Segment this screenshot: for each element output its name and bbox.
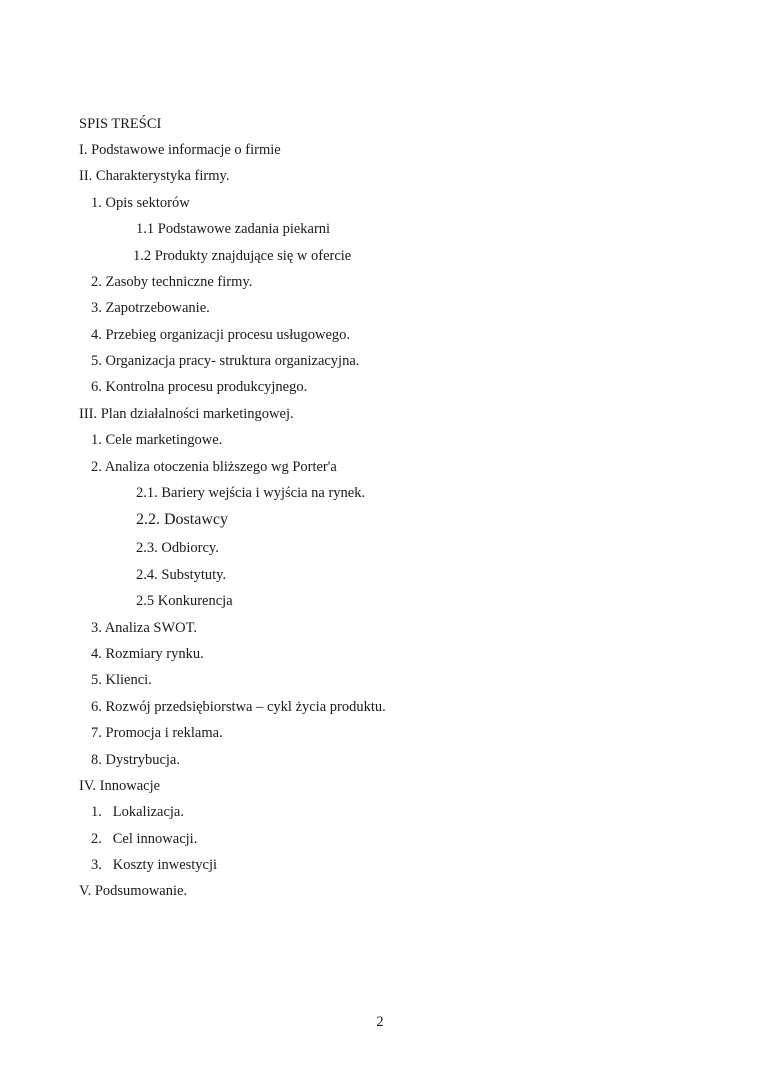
toc-entry-3-6: 6. Rozwój przedsiębiorstwa – cykl życia produktu. xyxy=(91,699,386,715)
toc-entry-2-5: 5. Organizacja pracy- struktura organizacyjna. xyxy=(91,353,360,369)
toc-entry-2-2: 2. Zasoby techniczne firmy. xyxy=(91,274,253,290)
toc-entry-3-5: 5. Klienci. xyxy=(91,672,152,688)
toc-entry-section-3: III. Plan działalności marketingowej. xyxy=(79,406,294,422)
toc-entry-4-1: 1. Lokalizacja. xyxy=(91,804,184,820)
toc-entry-2-1-2: 1.2 Produkty znajdujące się w ofercie xyxy=(133,248,352,264)
toc-entry-section-1: I. Podstawowe informacje o firmie xyxy=(79,142,281,158)
toc-entry-3-4: 4. Rozmiary rynku. xyxy=(91,646,204,662)
toc-entry-3-8: 8. Dystrybucja. xyxy=(91,752,180,768)
toc-entry-2-1: 1. Opis sektorów xyxy=(91,195,190,211)
toc-entry-3-2-3: 2.3. Odbiorcy. xyxy=(136,540,219,556)
toc-entry-3-3: 3. Analiza SWOT. xyxy=(91,620,198,636)
toc-entry-3-1: 1. Cele marketingowe. xyxy=(91,432,223,448)
toc-entry-3-7: 7. Promocja i reklama. xyxy=(91,725,223,741)
toc-entry-2-6: 6. Kontrolna procesu produkcyjnego. xyxy=(91,379,308,395)
toc-entry-section-5: V. Podsumowanie. xyxy=(79,883,188,899)
toc-entry-3-2: 2. Analiza otoczenia bliższego wg Porter'a xyxy=(91,459,337,475)
toc-entry-2-3: 3. Zapotrzebowanie. xyxy=(91,300,210,316)
toc-entry-3-2-4: 2.4. Substytuty. xyxy=(136,567,227,583)
toc-entry-section-2: II. Charakterystyka firmy. xyxy=(79,168,230,184)
toc-entry-2-1-1: 1.1 Podstawowe zadania piekarni xyxy=(136,221,331,237)
toc-entry-3-2-1: 2.1. Bariery wejścia i wyjścia na rynek. xyxy=(136,485,366,501)
toc-entry-2-4: 4. Przebieg organizacji procesu usługowego. xyxy=(91,327,351,343)
page-number: 2 xyxy=(376,1014,384,1030)
toc-entry-3-2-2: 2.2. Dostawcy xyxy=(136,511,228,528)
toc-title: SPIS TREŚCI xyxy=(79,116,162,132)
toc-entry-section-4: IV. Innowacje xyxy=(79,778,161,794)
toc-entry-4-2: 2. Cel innowacji. xyxy=(91,831,198,847)
toc-entry-3-2-5: 2.5 Konkurencja xyxy=(136,593,233,609)
toc-entry-4-3: 3. Koszty inwestycji xyxy=(91,857,218,873)
